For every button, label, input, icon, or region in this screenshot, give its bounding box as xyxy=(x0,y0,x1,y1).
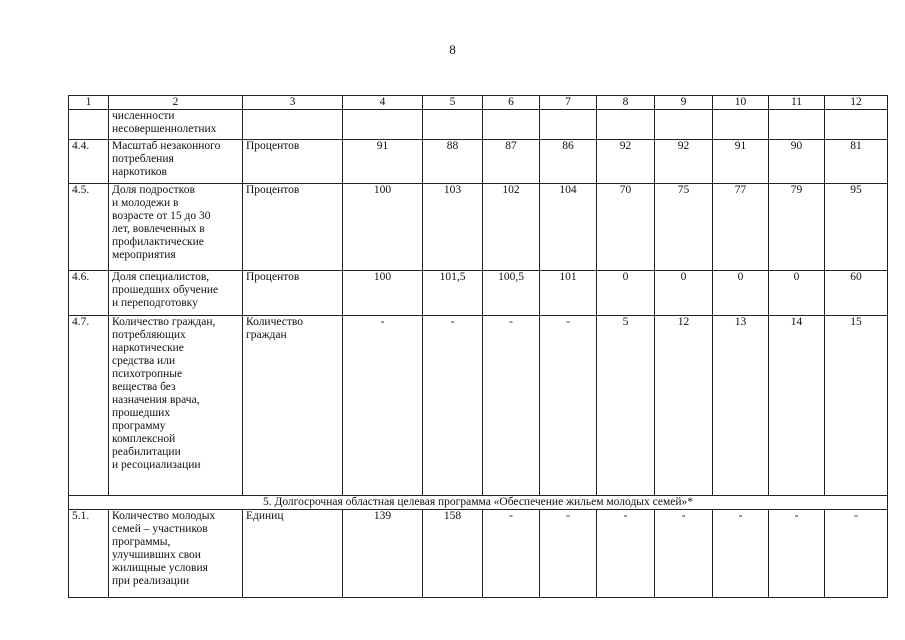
column-header: 9 xyxy=(655,96,713,110)
table-row xyxy=(69,140,888,184)
indicator-name: Количество молодых семей – участников программы, улучшивших свои жилищные условия при реализации xyxy=(109,510,243,598)
value-cell: 15 xyxy=(825,316,888,496)
column-header: 3 xyxy=(243,96,343,110)
value-cell: 101 xyxy=(540,271,597,316)
value-cell: 0 xyxy=(597,271,655,316)
value-cell: 12 xyxy=(655,316,713,496)
value-cell xyxy=(483,110,540,140)
value-cell: 70 xyxy=(597,184,655,271)
value-cell xyxy=(540,110,597,140)
value-cell xyxy=(825,110,888,140)
value-cell: - xyxy=(540,510,597,598)
row-number xyxy=(69,110,109,140)
value-cell: 5 xyxy=(597,316,655,496)
row-number: 5.1. xyxy=(69,510,109,598)
indicator-name: Масштаб незаконного потребления наркотиков xyxy=(109,140,243,184)
indicators-table xyxy=(68,95,888,598)
value-cell: - xyxy=(597,510,655,598)
value-cell: 75 xyxy=(655,184,713,271)
row-number: 4.4. xyxy=(69,140,109,184)
value-cell xyxy=(423,110,483,140)
column-header: 6 xyxy=(483,96,540,110)
value-cell: 102 xyxy=(483,184,540,271)
value-cell: - xyxy=(769,510,825,598)
value-cell: - xyxy=(343,316,423,496)
value-cell: 0 xyxy=(769,271,825,316)
indicator-unit: Процентов xyxy=(243,140,343,184)
indicator-name: Доля специалистов, прошедших обучение и переподготовку xyxy=(109,271,243,316)
table-row xyxy=(69,110,888,140)
value-cell xyxy=(655,110,713,140)
value-cell: 87 xyxy=(483,140,540,184)
value-cell: 81 xyxy=(825,140,888,184)
column-header: 4 xyxy=(343,96,423,110)
indicator-unit: Единиц xyxy=(243,510,343,598)
table-row xyxy=(69,510,888,598)
value-cell: - xyxy=(423,316,483,496)
value-cell: 77 xyxy=(713,184,769,271)
value-cell: 91 xyxy=(713,140,769,184)
column-header: 8 xyxy=(597,96,655,110)
indicator-name: Доля подростков и молодежи в возрасте от 15 до 30 лет, вовлеченных в профилактические мероприятия xyxy=(109,184,243,271)
value-cell: 14 xyxy=(769,316,825,496)
section-row xyxy=(69,496,888,510)
table-row xyxy=(69,271,888,316)
column-header: 11 xyxy=(769,96,825,110)
indicator-name: численности несовершеннолетних xyxy=(109,110,243,140)
value-cell: 100 xyxy=(343,271,423,316)
column-header: 7 xyxy=(540,96,597,110)
row-number: 4.5. xyxy=(69,184,109,271)
value-cell: 0 xyxy=(655,271,713,316)
indicator-unit: Процентов xyxy=(243,271,343,316)
value-cell xyxy=(713,110,769,140)
value-cell: 100,5 xyxy=(483,271,540,316)
value-cell xyxy=(597,110,655,140)
value-cell: 91 xyxy=(343,140,423,184)
page-number: 8 xyxy=(449,42,456,57)
row-number: 4.6. xyxy=(69,271,109,316)
value-cell: 90 xyxy=(769,140,825,184)
indicator-unit: Количество граждан xyxy=(243,316,343,496)
value-cell: 92 xyxy=(655,140,713,184)
value-cell: 92 xyxy=(597,140,655,184)
value-cell: - xyxy=(825,510,888,598)
value-cell: - xyxy=(483,510,540,598)
value-cell: 13 xyxy=(713,316,769,496)
value-cell: 100 xyxy=(343,184,423,271)
column-header: 5 xyxy=(423,96,483,110)
value-cell: 95 xyxy=(825,184,888,271)
section-title: 5. Долгосрочная областная целевая программа «Обеспечение жильем молодых семей»* xyxy=(69,496,888,510)
column-header: 12 xyxy=(825,96,888,110)
value-cell: 158 xyxy=(423,510,483,598)
indicator-unit xyxy=(243,110,343,140)
value-cell: 139 xyxy=(343,510,423,598)
value-cell: - xyxy=(655,510,713,598)
value-cell: 104 xyxy=(540,184,597,271)
table-row xyxy=(69,316,888,496)
value-cell: 101,5 xyxy=(423,271,483,316)
column-number-row xyxy=(69,96,888,110)
indicator-unit: Процентов xyxy=(243,184,343,271)
indicator-name: Количество граждан, потребляющих наркотические средства или психотропные вещества без назначения врача, прошедших программу комплексной реабилитации и ресоциализации xyxy=(109,316,243,496)
value-cell: 88 xyxy=(423,140,483,184)
value-cell: - xyxy=(483,316,540,496)
value-cell: 0 xyxy=(713,271,769,316)
value-cell: - xyxy=(540,316,597,496)
value-cell: 60 xyxy=(825,271,888,316)
value-cell xyxy=(343,110,423,140)
value-cell: 86 xyxy=(540,140,597,184)
value-cell xyxy=(769,110,825,140)
value-cell: - xyxy=(713,510,769,598)
value-cell: 79 xyxy=(769,184,825,271)
row-number: 4.7. xyxy=(69,316,109,496)
column-header: 1 xyxy=(69,96,109,110)
table-row xyxy=(69,184,888,271)
column-header: 10 xyxy=(713,96,769,110)
value-cell: 103 xyxy=(423,184,483,271)
column-header: 2 xyxy=(109,96,243,110)
